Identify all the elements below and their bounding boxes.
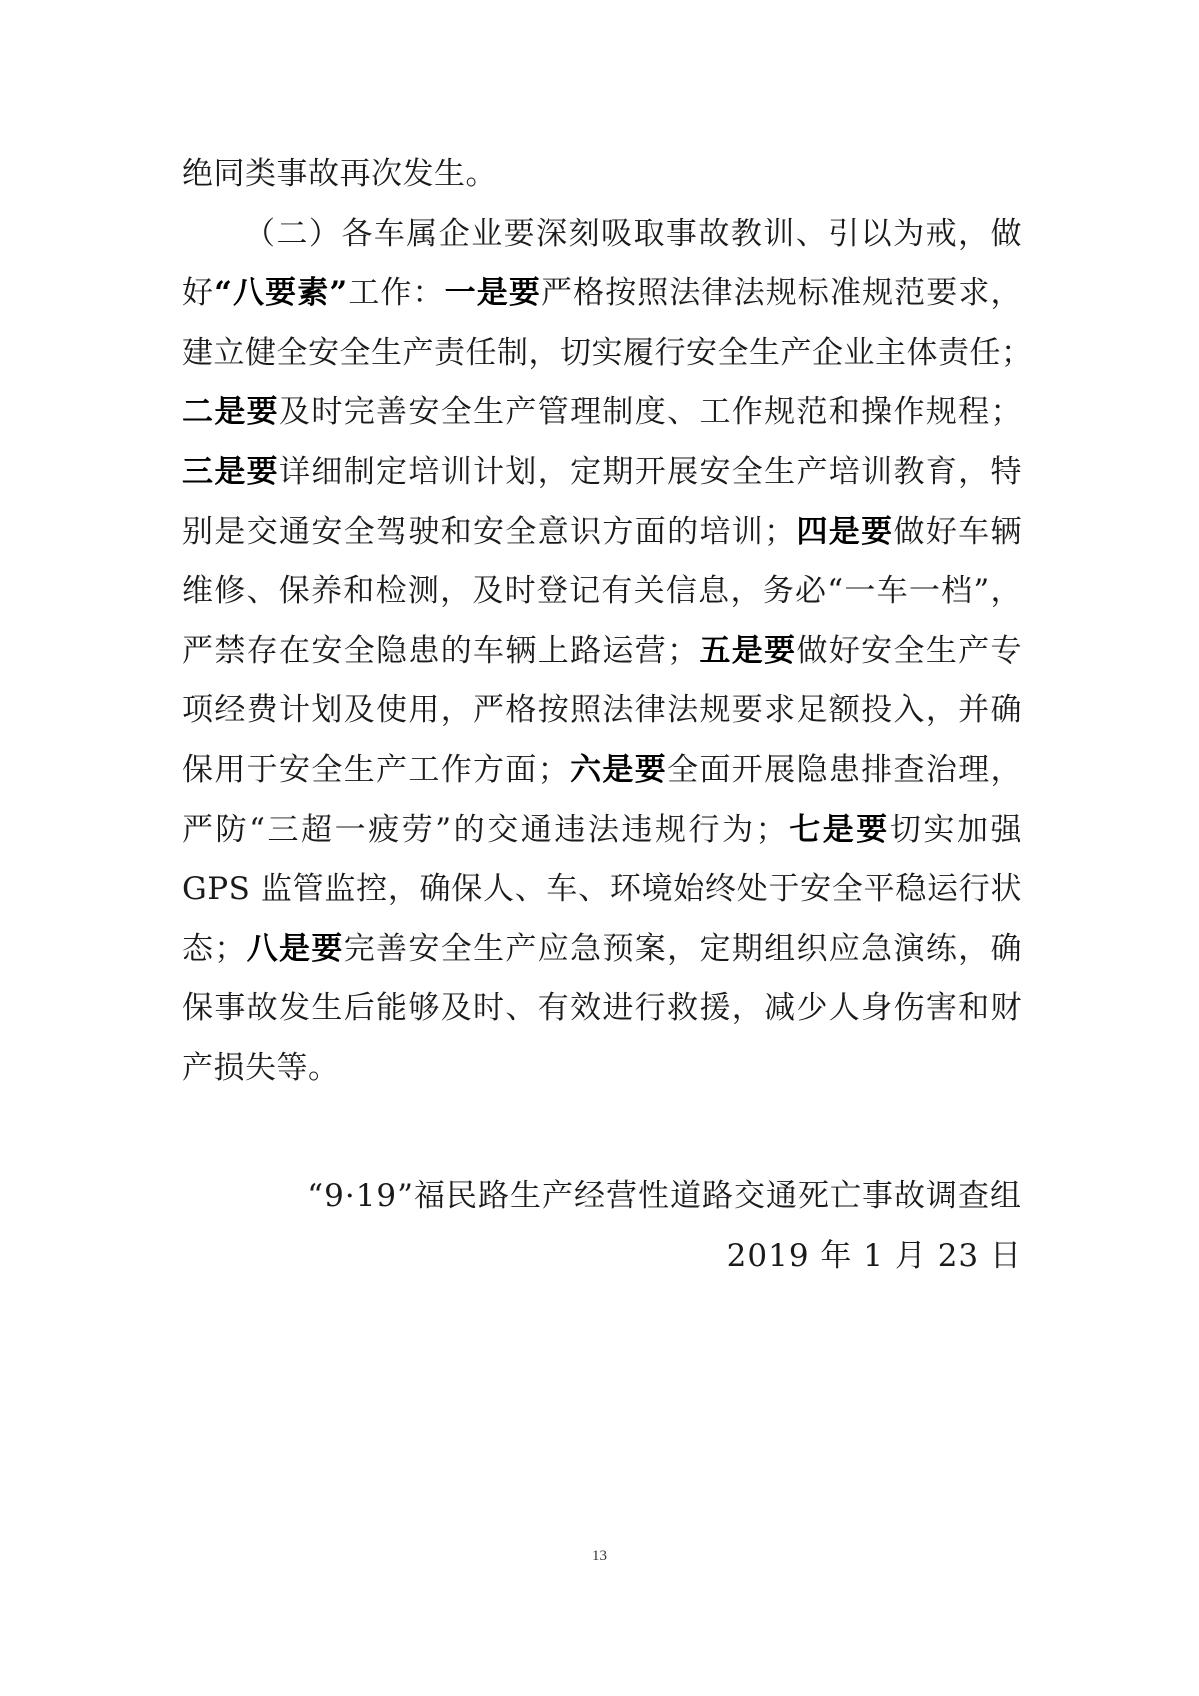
section2-line-10 bbox=[182, 741, 1022, 801]
text-run: 切实加强 bbox=[889, 811, 1023, 848]
section2-line-8 bbox=[182, 622, 1022, 682]
text-run: 好 bbox=[182, 275, 215, 312]
section2-line-14 bbox=[182, 979, 1022, 1039]
text-run: 严格按照法律法规标准规范要求， bbox=[540, 275, 1023, 312]
text-run: 维修、保养和检测，及时登记有关信息，务必“一车一档”， bbox=[182, 573, 1022, 610]
section2-line-6 bbox=[182, 503, 1022, 563]
bold-item-8: 八是要 bbox=[245, 930, 344, 967]
paragraph-continuation bbox=[182, 145, 1022, 205]
section2-line-7 bbox=[182, 562, 1022, 622]
text-run: 别是交通安全驾驶和安全意识方面的培训； bbox=[182, 513, 796, 550]
bold-item-1: 一是要 bbox=[444, 275, 541, 312]
bold-item-3: 三是要 bbox=[182, 453, 280, 490]
section2-line-3 bbox=[182, 324, 1033, 384]
bold-term-eight-elements: “八要素” bbox=[214, 275, 348, 312]
text-run: 全面开展隐患排查治理， bbox=[667, 751, 1023, 788]
body-text bbox=[182, 145, 1033, 1099]
section2-line-2 bbox=[182, 264, 1022, 324]
text-run: （二）各车属企业要深刻吸取事故教训、引以为戒，做 bbox=[244, 215, 1022, 252]
text-run: 完善安全生产应急预案，定期组织应急演练，确 bbox=[343, 930, 1023, 967]
text-run: 绝同类事故再次发生。 bbox=[182, 156, 497, 192]
text-run: 严禁存在安全隐患的车辆上路运营； bbox=[182, 632, 699, 669]
signature-organization: “9·19”福民路生产经营性道路交通死亡事故调查组 bbox=[307, 1178, 1022, 1214]
text-run: 详细制定培训计划，定期开展安全生产培训教育，特 bbox=[279, 453, 1023, 490]
text-run: 建立健全安全生产责任制，切实履行安全生产企业主体责任； bbox=[182, 334, 1033, 371]
text-run: 产损失等。 bbox=[182, 1049, 340, 1086]
bold-item-5: 五是要 bbox=[698, 632, 797, 669]
bold-item-6: 六是要 bbox=[569, 751, 668, 788]
page-number: 13 bbox=[592, 1548, 607, 1564]
section2-line-4 bbox=[182, 383, 1022, 443]
text-run: 项经费计划及使用，严格按照法律法规要求足额投入，并确 bbox=[182, 692, 1022, 729]
text-run: 保事故发生后能够及时、有效进行救援，减少人身伤害和财 bbox=[182, 990, 1022, 1027]
text-run: 工作： bbox=[347, 275, 445, 312]
text-run: 及时完善安全生产管理制度、工作规范和操作规程； bbox=[279, 394, 1023, 431]
text-run: 态； bbox=[182, 930, 246, 967]
text-run: 做好安全生产专 bbox=[796, 632, 1023, 669]
signature-date: 2019 年 1 月 23 日 bbox=[726, 1238, 1022, 1274]
text-run: 保用于安全生产工作方面； bbox=[182, 751, 570, 788]
bold-item-7: 七是要 bbox=[787, 811, 890, 848]
bold-item-4: 四是要 bbox=[795, 513, 894, 550]
text-run: GPS 监管监控，确保人、车、环境始终处于安全平稳运行状 bbox=[182, 871, 1022, 908]
section2-line-13 bbox=[182, 920, 1022, 980]
section2-line-5 bbox=[182, 443, 1022, 503]
text-run: 严防“三超一疲劳”的交通违法违规行为； bbox=[182, 811, 788, 848]
section2-line-9 bbox=[182, 681, 1022, 741]
section2-line-11 bbox=[182, 801, 1022, 861]
text-run: 做好车辆 bbox=[893, 513, 1023, 550]
section2-line-15 bbox=[182, 1039, 1022, 1099]
section2-line-12 bbox=[182, 860, 1022, 920]
bold-item-2: 二是要 bbox=[182, 394, 280, 431]
section2-line-1 bbox=[182, 205, 1022, 265]
